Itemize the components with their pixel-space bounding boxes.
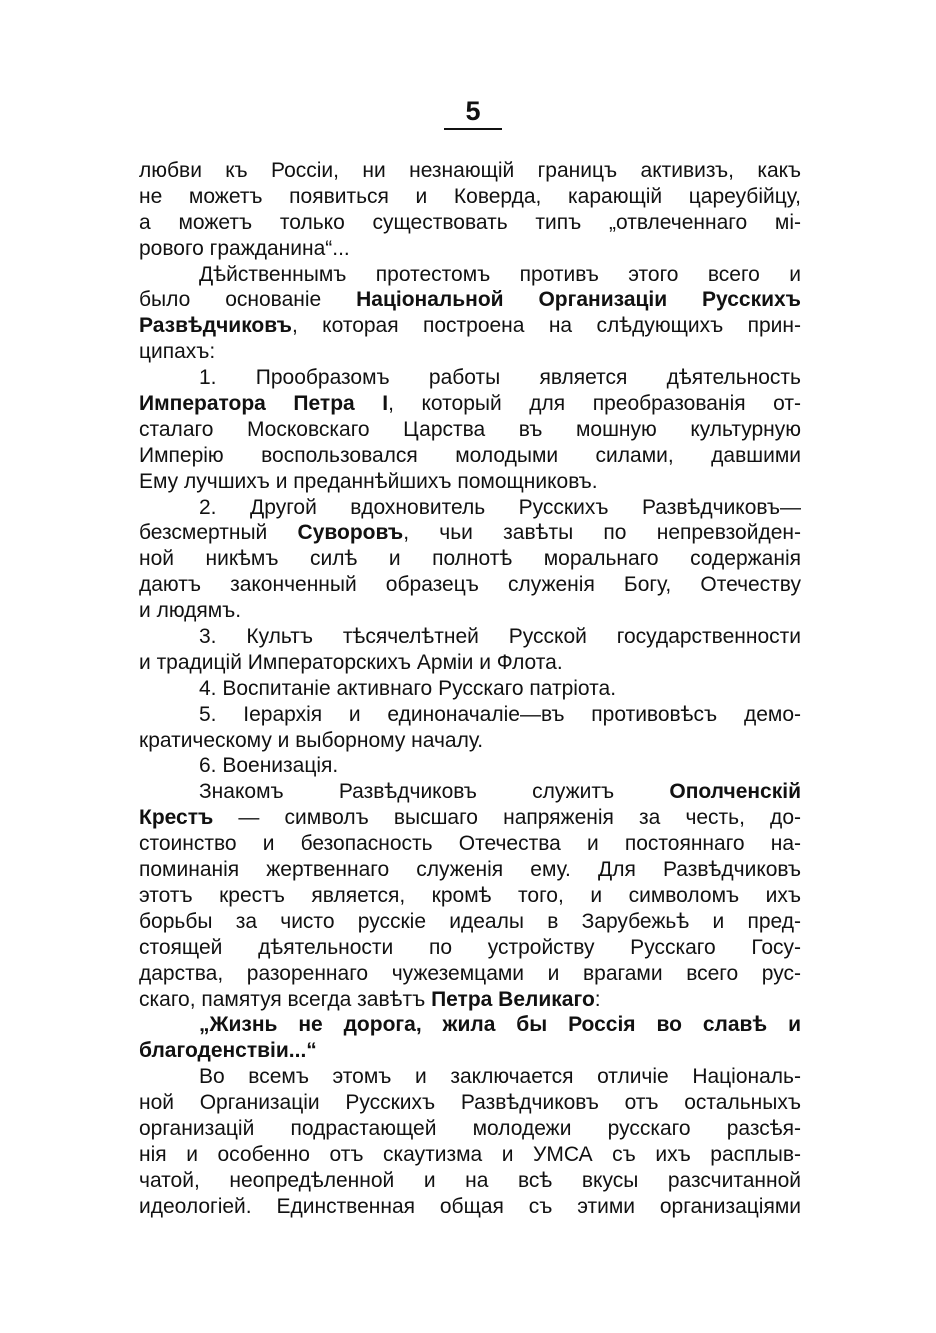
text-run: , которая построена на слѣдующихъ прин- (291, 314, 801, 338)
text-run: , который для преобразованія от- (388, 392, 801, 416)
text-line (139, 417, 801, 443)
text-run: Имперію воспользовался молодыми силами, давшими (139, 443, 801, 467)
text-line (139, 805, 801, 831)
text-run: ципахъ: (139, 340, 216, 364)
text-run: 6. Военизація. (199, 754, 339, 778)
text-line (139, 1090, 801, 1116)
text-line (139, 443, 801, 469)
bold-text-run: Крестъ (139, 806, 214, 830)
bold-text-run: Петра Великаго (431, 987, 595, 1011)
text-line (139, 624, 801, 650)
body-text (139, 158, 801, 1220)
text-run: 5. Іерархія и единоначаліе—въ противовѣсъ демо- (199, 702, 801, 726)
text-line (139, 1142, 801, 1168)
text-run: — символъ высшаго напряженія за честь, до- (213, 806, 801, 830)
text-line (139, 572, 801, 598)
text-run: идеологіей. Единственная общая съ этими организаціями (139, 1194, 801, 1218)
text-run: дарства, разореннаго чужеземцами и врагами всего рус- (139, 961, 801, 985)
text-run: Ему лучшихъ и преданнѣйшихъ помощниковъ. (139, 469, 598, 493)
text-line (139, 495, 801, 521)
text-line (139, 1168, 801, 1194)
text-run: не можетъ появиться и Коверда, карающій цареубійцу, (139, 184, 801, 208)
text-run: , чьи завѣты по непревзойден- (403, 521, 801, 545)
text-line (139, 598, 801, 624)
text-line (139, 909, 801, 935)
bold-text-run: Суворовъ (297, 521, 404, 545)
text-line (139, 365, 801, 391)
text-run: сталаго Московскаго Царства въ мошную культурную (139, 417, 801, 441)
text-line (139, 158, 801, 184)
text-line (139, 650, 801, 676)
text-line (139, 391, 801, 417)
text-line (139, 546, 801, 572)
text-line (139, 1064, 801, 1090)
text-line (139, 728, 801, 754)
bold-text-run: Національной Организаціи Русскихъ (356, 288, 801, 312)
text-run: даютъ законченный образецъ служенія Богу, Отечеству (139, 573, 801, 597)
text-line (139, 210, 801, 236)
text-line (139, 1116, 801, 1142)
text-run: Дѣйственнымъ протестомъ противъ этого всего и (199, 262, 801, 286)
text-line (139, 935, 801, 961)
text-line (139, 857, 801, 883)
text-line (139, 779, 801, 805)
text-run: 2. Другой вдохновитель Русскихъ Развѣдчиковъ— (199, 495, 801, 519)
bold-text-run: благоденствіи...“ (139, 1039, 317, 1063)
text-line (139, 961, 801, 987)
text-line (139, 883, 801, 909)
text-run: чатой, неопредѣленной и на всѣ вкусы разсчитанной (139, 1168, 801, 1192)
text-line (139, 520, 801, 546)
text-line (139, 236, 801, 262)
text-line (139, 702, 801, 728)
text-run: стоинство и безопасность Отечества и постояннаго на- (139, 832, 801, 856)
text-run: было основаніе (139, 288, 357, 312)
text-line (139, 313, 801, 339)
text-line (139, 262, 801, 288)
text-line (139, 1038, 801, 1064)
text-line (139, 469, 801, 495)
text-line (139, 184, 801, 210)
text-run: любви къ Россіи, ни незнающій границъ активизъ, какъ (139, 159, 801, 182)
bold-text-run: Ополченскій (669, 780, 801, 804)
text-run: 1. Прообразомъ работы является дѣятельность (199, 366, 801, 390)
text-run: : (594, 987, 601, 1011)
text-run: Во всемъ этомъ и заключается отличіе Національ- (199, 1065, 801, 1089)
text-line (139, 1194, 801, 1220)
text-run: а можетъ только существовать типъ „отвлеченнаго мі- (139, 210, 801, 234)
text-run: 3. Культъ тѣсячелѣтней Русской государственности (199, 625, 801, 649)
text-line (139, 287, 801, 313)
text-run: борьбы за чисто русскіе идеалы в Зарубежьѣ и пред- (139, 909, 801, 933)
text-line (139, 831, 801, 857)
text-run: организацій подрастающей молодежи русскаго разсѣя- (139, 1116, 801, 1140)
text-line (139, 1012, 801, 1038)
text-run: рового гражданина“... (139, 236, 350, 260)
text-run: кратическому и выборному началу. (139, 728, 484, 752)
page-number: 5 (444, 96, 502, 130)
text-run: безсмертный (139, 521, 298, 545)
text-run: и традицій Императорскихъ Арміи и Флота. (139, 650, 563, 674)
text-run: ной никѣмъ силѣ и полнотѣ моральнаго содержанія (139, 547, 801, 571)
text-run: скаго, памятуя всегда завѣтъ (139, 987, 432, 1011)
bold-text-run: Императора Петра I (139, 392, 389, 416)
text-run: и людямъ. (139, 599, 242, 623)
text-run: Знакомъ Развѣдчиковъ служитъ (199, 780, 670, 804)
bold-text-run: Развѣдчиковъ (139, 314, 292, 338)
text-line (139, 676, 801, 702)
bold-text-run: „Жизнь не дорога, жила бы Россія во славѣ и (199, 1013, 801, 1037)
text-run: поминанія жертвеннаго служенія ему. Для Развѣдчиковъ (139, 858, 801, 882)
text-line (139, 753, 801, 779)
text-run: 4. Воспитаніе активнаго Русскаго патріота. (199, 676, 617, 700)
text-line (139, 339, 801, 365)
text-run: стоящей дѣятельности по устройству Русскаго Госу- (139, 935, 801, 959)
text-run: этотъ крестъ является, кромѣ того, и символомъ ихъ (139, 883, 801, 907)
text-run: ной Организаціи Русскихъ Развѣдчиковъ отъ остальныхъ (139, 1091, 801, 1115)
text-run: нія и особенно отъ скаутизма и УМСА съ ихъ расплыв- (139, 1142, 801, 1166)
text-line (139, 987, 801, 1013)
